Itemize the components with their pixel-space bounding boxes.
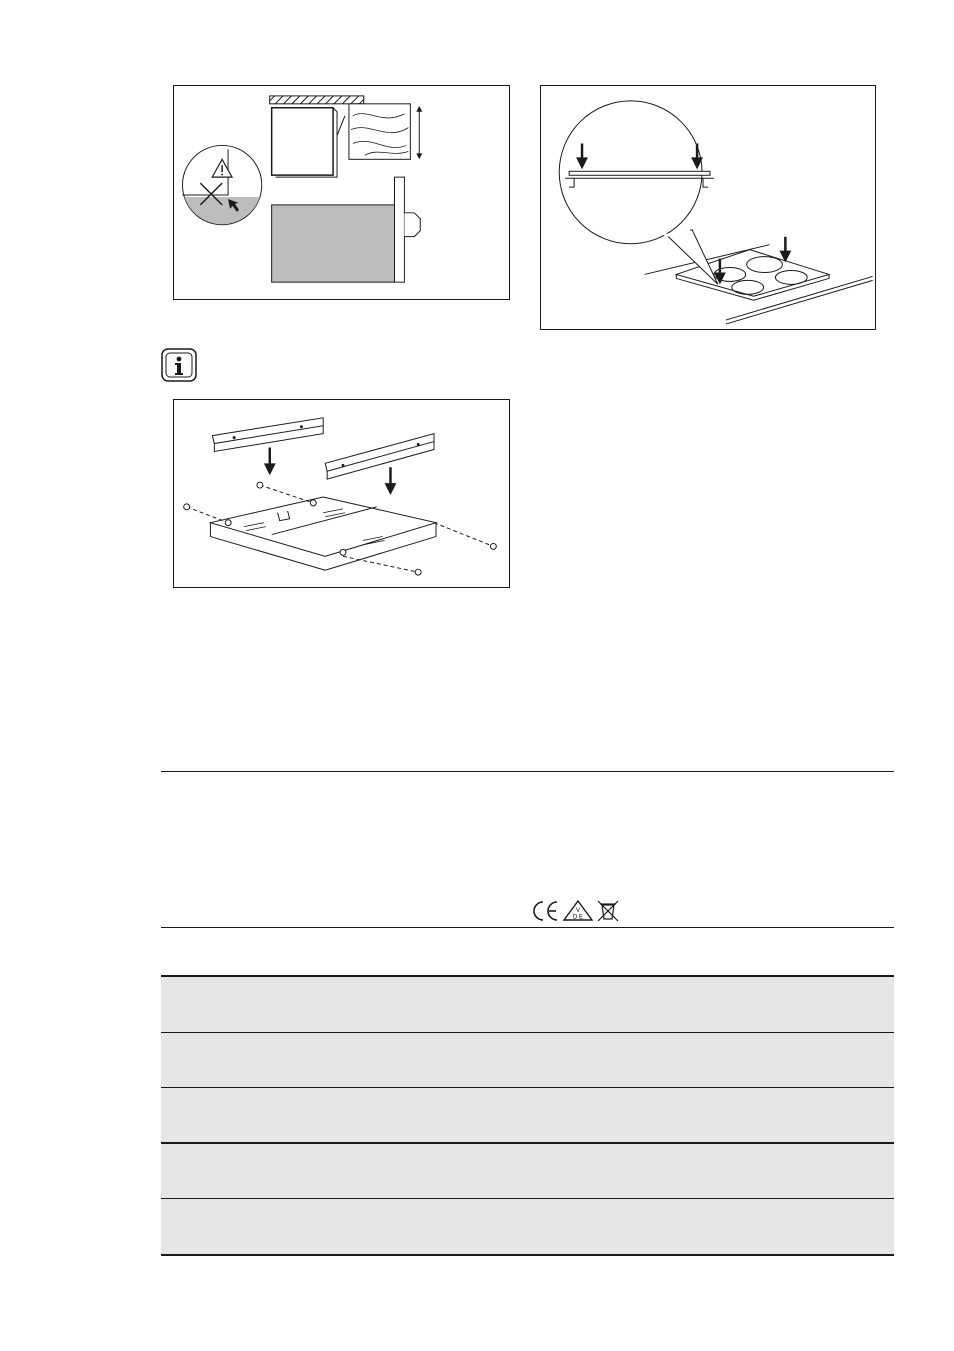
certification-marks (530, 899, 622, 923)
figure-bracket-assembly (173, 399, 510, 588)
info-icon (161, 348, 197, 382)
table-row (161, 977, 894, 1032)
down-arrow-icon (779, 237, 791, 263)
hob-illustration (541, 86, 875, 329)
screw-icon (257, 482, 263, 488)
table-row (161, 1033, 894, 1087)
figure-cabinet-warning (173, 85, 510, 300)
weee-crossed-bin-icon (598, 901, 618, 921)
svg-text:V: V (575, 908, 581, 914)
figure-hob-seal (540, 85, 876, 330)
vde-mark-icon (564, 901, 592, 921)
cabinet-illustration (174, 86, 509, 299)
down-arrow-icon (385, 467, 397, 495)
table-row (161, 1088, 894, 1142)
screw-icon (490, 543, 496, 549)
table-bottom-rule (161, 1254, 894, 1256)
table-row (161, 1144, 894, 1198)
screw-icon (415, 569, 421, 575)
table-top-rule (161, 927, 894, 928)
down-arrow-icon (264, 447, 276, 475)
screw-icon (184, 504, 190, 510)
bracket-illustration (174, 400, 509, 587)
svg-text:D E: D E (572, 914, 584, 921)
ce-mark-icon (534, 902, 557, 920)
table-row (161, 1199, 894, 1254)
section-divider (161, 771, 894, 772)
